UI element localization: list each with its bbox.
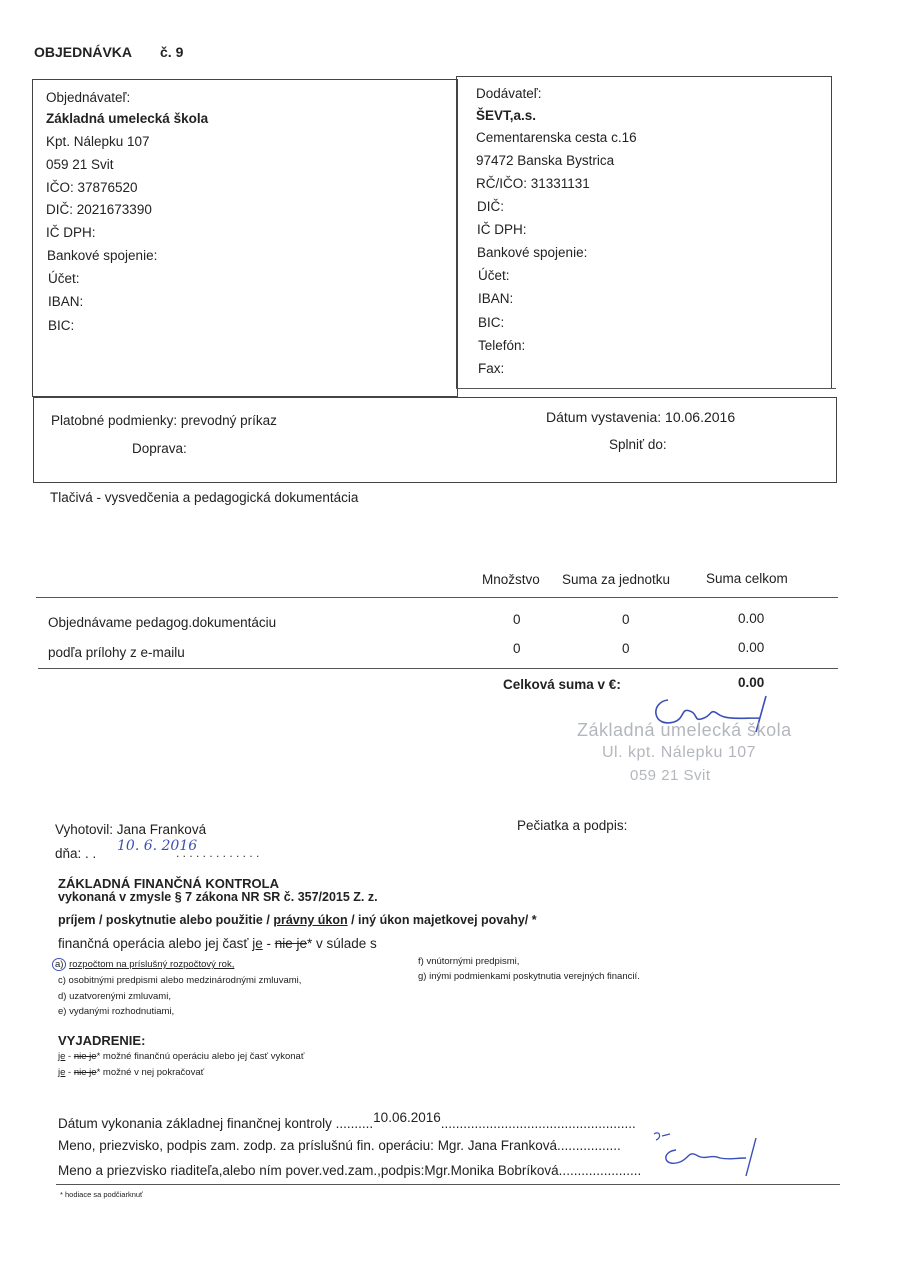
fulfill-date: Splniť do: — [609, 437, 667, 452]
buyer-name: Základná umelecká škola — [46, 111, 209, 126]
supplier-phone: Telefón: — [478, 338, 526, 353]
prepared-date-dots: . . . . . . . . . . . . . — [176, 846, 260, 860]
row2-qty: 0 — [513, 641, 521, 656]
stamp-line-2: Ul. kpt. Nálepku 107 — [602, 744, 757, 761]
prepared-date-handwritten: 10. 6. 2016 — [117, 838, 198, 854]
footer-line — [56, 1184, 840, 1185]
statement-line-2: je - nie je* možné v nej pokračovať — [58, 1067, 205, 1078]
control-item-e: e) vydanými rozhodnutiami, — [58, 1006, 175, 1017]
buyer-iban: IBAN: — [48, 294, 84, 309]
control-item-a: a) rozpočtom na príslušný rozpočtový rok, — [52, 959, 234, 970]
control-compliance-line: finančná operácia alebo jej časť je - nie je* v súlade s — [58, 936, 377, 951]
row1-unit: 0 — [622, 612, 630, 627]
row1-desc: Objednávame pedagog.dokumentáciu — [48, 615, 277, 630]
buyer-bank: Bankové spojenie: — [47, 248, 158, 263]
box-divider — [456, 388, 836, 389]
statement-title: VYJADRENIE: — [58, 1033, 146, 1048]
supplier-bic: BIC: — [478, 315, 505, 330]
row1-qty: 0 — [513, 612, 521, 627]
supplier-dic: DIČ: — [477, 199, 504, 214]
control-operations: príjem / poskytnutie alebo použitie / právny úkon / iný úkon majetkovej povahy/ * — [58, 913, 537, 927]
supplier-bank: Bankové spojenie: — [477, 245, 588, 260]
control-item-f: f) vnútornými predpismi, — [418, 956, 520, 967]
supplier-fax: Fax: — [478, 361, 505, 376]
supplier-street: Cementarenska cesta c.16 — [476, 130, 637, 145]
issue-date: Dátum vystavenia: 10.06.2016 — [546, 409, 736, 425]
total-label: Celková suma v €: — [503, 677, 621, 692]
order-subject: Tlačivá - vysvedčenia a pedagogická dokumentácia — [50, 490, 359, 505]
order-title: OBJEDNÁVKA — [34, 44, 133, 60]
supplier-rcico: RČ/IČO: 31331131 — [476, 176, 590, 191]
payment-terms: Platobné podmienky: prevodný príkaz — [51, 413, 277, 428]
buyer-label: Objednávateľ: — [46, 90, 131, 105]
control-subtitle: vykonaná v zmysle § 7 zákona NR SR č. 357/2015 Z. z. — [58, 890, 378, 904]
buyer-ico: IČO: 37876520 — [46, 180, 138, 195]
supplier-ucet: Účet: — [478, 268, 510, 283]
col-header-qty: Množstvo — [482, 572, 540, 587]
col-header-unit: Suma za jednotku — [562, 572, 671, 587]
control-item-g: g) inými podmienkami poskytnutia verejných financií. — [418, 971, 640, 982]
responsible-signature-line: Meno, priezvisko, podpis zam. zodp. za príslušnú fin. operáciu: Mgr. Jana Franková................. — [58, 1138, 621, 1153]
row1-total: 0.00 — [738, 611, 765, 626]
buyer-box — [32, 79, 458, 397]
transport: Doprava: — [132, 441, 187, 456]
supplier-icdph: IČ DPH: — [477, 222, 527, 237]
stamp-line-3: 059 21 Svit — [630, 767, 711, 784]
prepared-by: Vyhotovil: Jana Franková — [55, 822, 207, 837]
supplier-city: 97472 Banska Bystrica — [476, 153, 615, 168]
control-date-line: Dátum vykonania základnej finančnej kontroly ..........10.06.2016.................................................... — [58, 1110, 636, 1131]
statement-line-1: je - nie je* možné finančnú operáciu alebo jej časť vykonať — [58, 1051, 305, 1062]
supplier-iban: IBAN: — [478, 291, 514, 306]
buyer-bic: BIC: — [48, 318, 75, 333]
control-item-c: c) osobitnými predpismi alebo medzinárodnými zmluvami, — [58, 975, 302, 986]
stamp-line-1: Základná umelecká škola — [577, 720, 792, 740]
row2-unit: 0 — [622, 641, 630, 656]
prepared-date-label: dňa: . . — [55, 846, 97, 861]
footnote: * hodiace sa podčiarknuť — [60, 1190, 143, 1199]
table-header-line — [36, 597, 838, 598]
order-number: č. 9 — [160, 44, 184, 60]
row2-desc: podľa prílohy z e-mailu — [48, 645, 185, 660]
row2-total: 0.00 — [738, 640, 765, 655]
buyer-dic: DIČ: 2021673390 — [46, 202, 152, 217]
supplier-name: ŠEVT,a.s. — [476, 108, 537, 123]
buyer-icdph: IČ DPH: — [46, 225, 96, 240]
handwritten-signature-icon — [640, 1124, 760, 1180]
total-value: 0.00 — [738, 675, 765, 690]
col-header-total: Suma celkom — [706, 571, 788, 586]
supplier-label: Dodávateľ: — [476, 86, 542, 101]
table-bottom-line — [38, 668, 838, 669]
seal-signature-label: Pečiatka a podpis: — [517, 818, 628, 833]
control-item-d: d) uzatvorenými zmluvami, — [58, 991, 171, 1002]
buyer-city: 059 21 Svit — [46, 157, 114, 172]
buyer-street: Kpt. Nálepku 107 — [46, 134, 150, 149]
control-title: ZÁKLADNÁ FINANČNÁ KONTROLA — [58, 876, 279, 891]
buyer-ucet: Účet: — [48, 271, 80, 286]
director-signature-line: Meno a priezvisko riaditeľa,alebo ním pover.ved.zam.,podpis:Mgr.Monika Bobríková...................... — [58, 1163, 642, 1178]
